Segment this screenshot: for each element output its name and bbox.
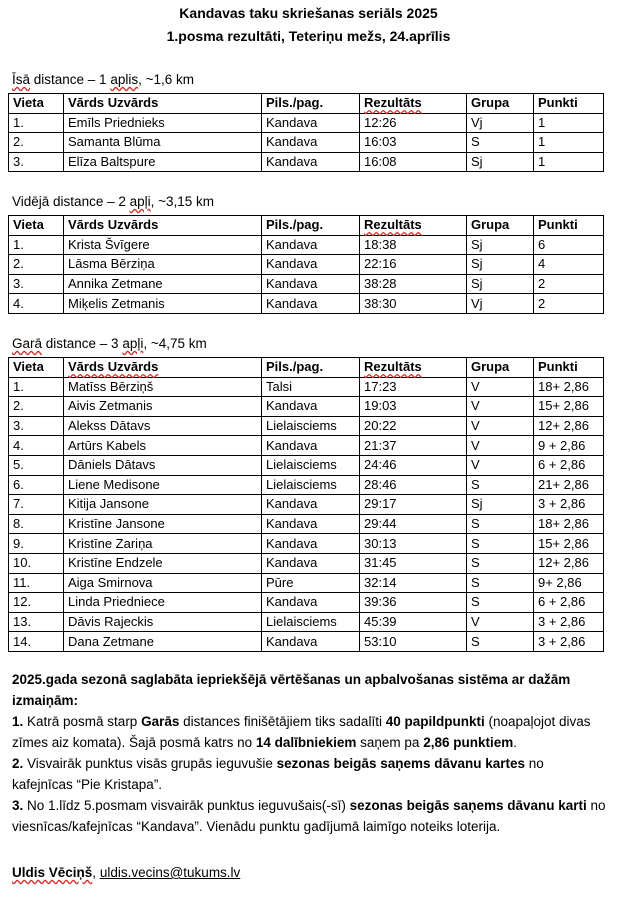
col-town: Pils./pag.	[262, 216, 360, 236]
table-row	[9, 133, 604, 153]
cell-group: V	[467, 436, 534, 456]
col-name: Vārds Uzvārds	[64, 358, 262, 378]
table-row	[9, 495, 604, 515]
table-row	[9, 534, 604, 554]
cell-result: 31:45	[360, 553, 467, 573]
cell-result: 38:28	[360, 274, 467, 294]
cell-place: 14.	[9, 632, 64, 652]
table-row	[9, 436, 604, 456]
cell-points: 3 + 2,86	[534, 495, 604, 515]
cell-points: 2	[534, 274, 604, 294]
table-row	[9, 593, 604, 613]
cell-points: 3 + 2,86	[534, 632, 604, 652]
cell-town: Kandava	[262, 436, 360, 456]
cell-name: Kristīne Zariņa	[64, 534, 262, 554]
cell-name: Alekss Dātavs	[64, 416, 262, 436]
cell-result: 28:46	[360, 475, 467, 495]
cell-name: Lāsma Bērziņa	[64, 255, 262, 275]
cell-town: Lielaisciems	[262, 475, 360, 495]
document-title: Kandavas taku skriešanas seriāls 2025	[179, 5, 438, 21]
table-row	[9, 377, 604, 397]
results-table-long	[8, 357, 604, 652]
table-header-row	[9, 358, 604, 378]
cell-place: 10.	[9, 553, 64, 573]
cell-place: 3.	[9, 416, 64, 436]
table-row	[9, 573, 604, 593]
cell-points: 12+ 2,86	[534, 416, 604, 436]
results-table-short	[8, 93, 604, 172]
cell-result: 18:38	[360, 235, 467, 255]
cell-town: Kandava	[262, 152, 360, 172]
notes-intro: 2025.gada sezonā saglabāta iepriekšējā vērtēšanas un apbalvošanas sistēma ar dažām izmaiņām:	[12, 672, 571, 708]
cell-name: Samanta Blūma	[64, 133, 262, 153]
cell-name: Annika Zetmane	[64, 274, 262, 294]
cell-points: 18+ 2,86	[534, 377, 604, 397]
cell-name: Krista Švīgere	[64, 235, 262, 255]
cell-group: Sj	[467, 495, 534, 515]
col-town: Pils./pag.	[262, 358, 360, 378]
cell-name: Kristīne Endzele	[64, 553, 262, 573]
cell-name: Emīls Priednieks	[64, 113, 262, 133]
cell-town: Kandava	[262, 553, 360, 573]
cell-name: Aiga Smirnova	[64, 573, 262, 593]
cell-town: Kandava	[262, 235, 360, 255]
results-table-medium	[8, 215, 604, 314]
cell-town: Talsi	[262, 377, 360, 397]
cell-result: 45:39	[360, 612, 467, 632]
cell-place: 11.	[9, 573, 64, 593]
cell-town: Kandava	[262, 495, 360, 515]
cell-place: 1.	[9, 377, 64, 397]
cell-name: Dāvis Rajeckis	[64, 612, 262, 632]
cell-group: Vj	[467, 113, 534, 133]
cell-group: Sj	[467, 274, 534, 294]
cell-points: 1	[534, 152, 604, 172]
col-result: Rezultāts	[360, 94, 467, 114]
cell-name: Linda Priedniece	[64, 593, 262, 613]
cell-town: Kandava	[262, 133, 360, 153]
cell-place: 3.	[9, 274, 64, 294]
cell-result: 39:36	[360, 593, 467, 613]
cell-place: 1.	[9, 235, 64, 255]
cell-town: Kandava	[262, 274, 360, 294]
cell-name: Artūrs Kabels	[64, 436, 262, 456]
cell-result: 53:10	[360, 632, 467, 652]
cell-points: 1	[534, 113, 604, 133]
col-result: Rezultāts	[360, 216, 467, 236]
col-place: Vieta	[9, 216, 64, 236]
cell-name: Dāniels Dātavs	[64, 455, 262, 475]
table-row	[9, 612, 604, 632]
cell-town: Kandava	[262, 632, 360, 652]
col-group: Grupa	[467, 94, 534, 114]
cell-result: 19:03	[360, 397, 467, 417]
cell-group: S	[467, 534, 534, 554]
note-3: 3. No 1.līdz 5.posmam visvairāk punktus ieguvušais(-sī) sezonas beigās saņems dāvanu karti no viesnīcas/kafejnīcas “Kandava”. Vienādu punktu gadījumā laimīgo noteiks loterija.	[12, 798, 606, 834]
cell-town: Kandava	[262, 593, 360, 613]
cell-group: V	[467, 397, 534, 417]
cell-result: 30:13	[360, 534, 467, 554]
cell-points: 6 + 2,86	[534, 455, 604, 475]
table-row	[9, 235, 604, 255]
author-email-link[interactable]: uldis.vecins@tukums.lv	[99, 865, 241, 880]
cell-result: 16:08	[360, 152, 467, 172]
cell-place: 1.	[9, 113, 64, 133]
cell-name: Dana Zetmane	[64, 632, 262, 652]
col-points: Punkti	[534, 358, 604, 378]
cell-place: 9.	[9, 534, 64, 554]
cell-place: 3.	[9, 152, 64, 172]
table-row	[9, 113, 604, 133]
table-row	[9, 553, 604, 573]
table-row	[9, 632, 604, 652]
cell-group: Sj	[467, 152, 534, 172]
cell-town: Lielaisciems	[262, 455, 360, 475]
table-row	[9, 274, 604, 294]
cell-group: S	[467, 632, 534, 652]
cell-name: Aivis Zetmanis	[64, 397, 262, 417]
table-row	[9, 397, 604, 417]
cell-group: V	[467, 455, 534, 475]
col-points: Punkti	[534, 216, 604, 236]
table-row	[9, 416, 604, 436]
cell-points: 18+ 2,86	[534, 514, 604, 534]
cell-name: Liene Medisone	[64, 475, 262, 495]
table-row	[9, 294, 604, 314]
cell-place: 4.	[9, 436, 64, 456]
cell-group: V	[467, 416, 534, 436]
cell-group: S	[467, 514, 534, 534]
cell-points: 2	[534, 294, 604, 314]
cell-points: 1	[534, 133, 604, 153]
cell-result: 38:30	[360, 294, 467, 314]
cell-place: 2.	[9, 133, 64, 153]
section-heading-short: Īsā distance – 1 aplis, ~1,6 km	[12, 72, 194, 87]
cell-town: Kandava	[262, 255, 360, 275]
cell-place: 2.	[9, 255, 64, 275]
cell-place: 4.	[9, 294, 64, 314]
col-points: Punkti	[534, 94, 604, 114]
table-row	[9, 255, 604, 275]
cell-place: 7.	[9, 495, 64, 515]
cell-points: 3 + 2,86	[534, 612, 604, 632]
author-name: Uldis Vēciņš	[12, 865, 93, 880]
col-place: Vieta	[9, 358, 64, 378]
cell-points: 4	[534, 255, 604, 275]
cell-place: 6.	[9, 475, 64, 495]
note-1: 1. Katrā posmā starp Garās distances finišētājiem tiks sadalīti 40 papildpunkti (noapaļojot divas zīmes aiz komata). Šajā posmā katrs no 14 dalībniekiem saņem pa 2,86 punktiem.	[12, 714, 591, 750]
col-town: Pils./pag.	[262, 94, 360, 114]
cell-result: 12:26	[360, 113, 467, 133]
cell-name: Matīss Bērziņš	[64, 377, 262, 397]
col-name: Vārds Uzvārds	[64, 216, 262, 236]
table-header-row	[9, 216, 604, 236]
cell-points: 6 + 2,86	[534, 593, 604, 613]
cell-group: V	[467, 377, 534, 397]
cell-result: 21:37	[360, 436, 467, 456]
cell-points: 15+ 2,86	[534, 534, 604, 554]
cell-town: Kandava	[262, 397, 360, 417]
cell-place: 12.	[9, 593, 64, 613]
season-notes	[12, 669, 607, 837]
table-header-row	[9, 94, 604, 114]
cell-result: 22:16	[360, 255, 467, 275]
cell-town: Lielaisciems	[262, 612, 360, 632]
cell-result: 17:23	[360, 377, 467, 397]
col-group: Grupa	[467, 358, 534, 378]
cell-town: Pūre	[262, 573, 360, 593]
note-2: 2. Visvairāk punktus visās grupās ieguvušie sezonas beigās saņems dāvanu kartes no kafejnīcas “Pie Kristapa”.	[12, 756, 544, 792]
cell-group: Sj	[467, 255, 534, 275]
cell-place: 13.	[9, 612, 64, 632]
cell-group: S	[467, 593, 534, 613]
table-row	[9, 514, 604, 534]
section-heading-medium: Vidējā distance – 2 apļi, ~3,15 km	[12, 194, 215, 209]
cell-name: Elīza Baltspure	[64, 152, 262, 172]
cell-group: V	[467, 612, 534, 632]
cell-points: 21+ 2,86	[534, 475, 604, 495]
document-subtitle: 1.posma rezultāti, Teteriņu mežs, 24.aprīlis	[166, 28, 451, 44]
cell-place: 8.	[9, 514, 64, 534]
cell-group: S	[467, 133, 534, 153]
table-row	[9, 455, 604, 475]
cell-group: S	[467, 553, 534, 573]
cell-result: 29:44	[360, 514, 467, 534]
col-place: Vieta	[9, 94, 64, 114]
cell-points: 12+ 2,86	[534, 553, 604, 573]
cell-town: Kandava	[262, 514, 360, 534]
cell-points: 6	[534, 235, 604, 255]
col-result: Rezultāts	[360, 358, 467, 378]
col-group: Grupa	[467, 216, 534, 236]
cell-result: 32:14	[360, 573, 467, 593]
cell-group: Sj	[467, 235, 534, 255]
cell-group: S	[467, 475, 534, 495]
cell-points: 15+ 2,86	[534, 397, 604, 417]
table-row	[9, 475, 604, 495]
cell-name: Kristīne Jansone	[64, 514, 262, 534]
cell-town: Kandava	[262, 534, 360, 554]
cell-result: 24:46	[360, 455, 467, 475]
table-row	[9, 152, 604, 172]
cell-result: 29:17	[360, 495, 467, 515]
section-heading-long: Garā distance – 3 apļi, ~4,75 km	[12, 336, 207, 351]
cell-town: Kandava	[262, 294, 360, 314]
cell-name: Miķelis Zetmanis	[64, 294, 262, 314]
cell-group: S	[467, 573, 534, 593]
cell-place: 2.	[9, 397, 64, 417]
cell-result: 20:22	[360, 416, 467, 436]
cell-place: 5.	[9, 455, 64, 475]
signature: Uldis Vēciņš, uldis.vecins@tukums.lv	[12, 865, 241, 880]
cell-points: 9+ 2,86	[534, 573, 604, 593]
cell-town: Lielaisciems	[262, 416, 360, 436]
cell-town: Kandava	[262, 113, 360, 133]
cell-result: 16:03	[360, 133, 467, 153]
col-name: Vārds Uzvārds	[64, 94, 262, 114]
cell-points: 9 + 2,86	[534, 436, 604, 456]
cell-name: Kitija Jansone	[64, 495, 262, 515]
cell-group: Vj	[467, 294, 534, 314]
